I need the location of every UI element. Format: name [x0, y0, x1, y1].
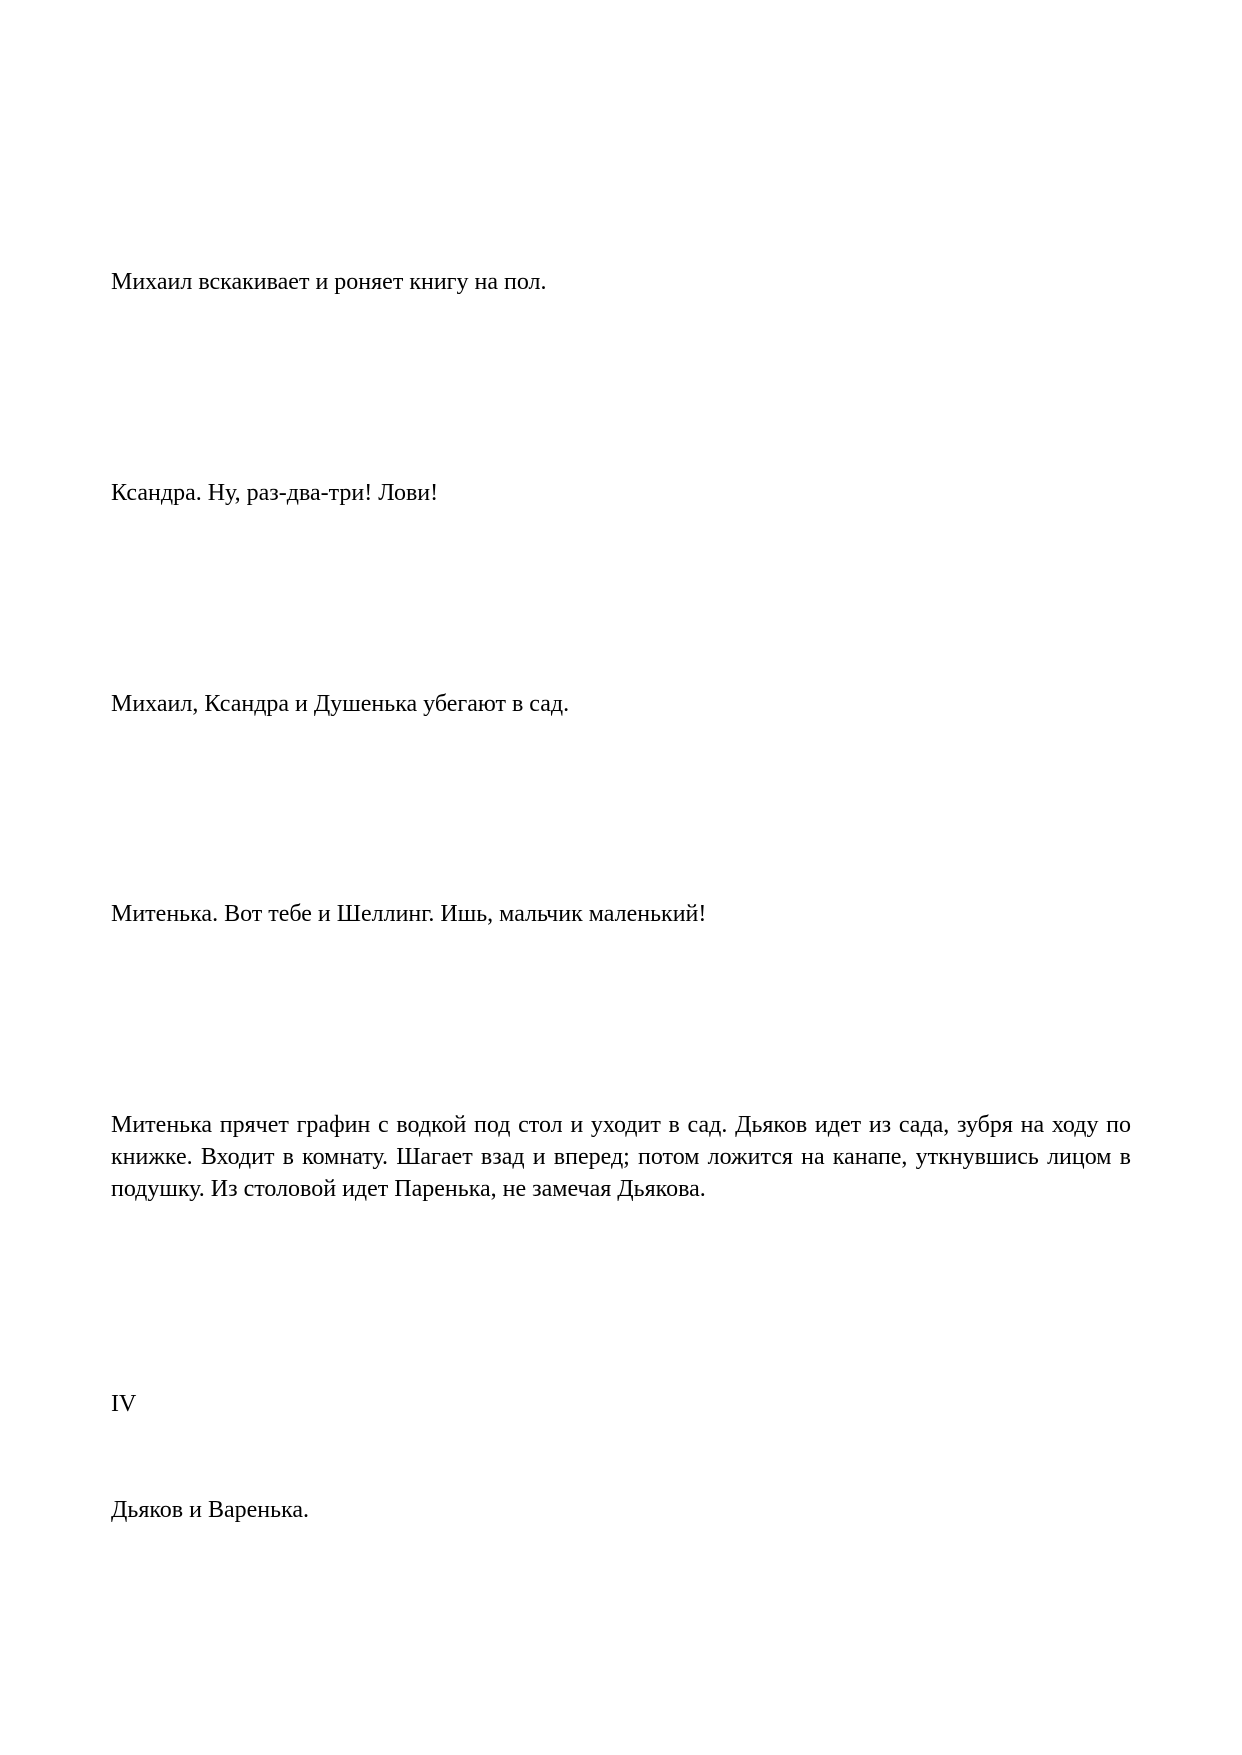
stage-direction: Михаил, Ксандра и Душенька убегают в сад.	[111, 691, 570, 717]
stage-direction: Михаил вскакивает и роняет книгу на пол.	[111, 269, 547, 295]
stage-direction: Митенька прячет графин с водкой под стол и уходит в сад. Дьяков идет из сада, зубря на ходу по книжке. Входит в комнату. Шагает взад и вперед; потом ложится на канапе, уткнувшись лицом в подушку. Из столовой идет Паренька, не замечая Дьякова.	[111, 1112, 1131, 1202]
dialogue-line: Ксандра. Ну, раз-два-три! Лови!	[111, 480, 439, 506]
scene-characters: Дьяков и Варенька.	[111, 1497, 310, 1523]
section-heading: IV	[111, 1391, 137, 1417]
dialogue-line: Митенька. Вот тебе и Шеллинг. Ишь, мальчик маленький!	[111, 901, 707, 927]
